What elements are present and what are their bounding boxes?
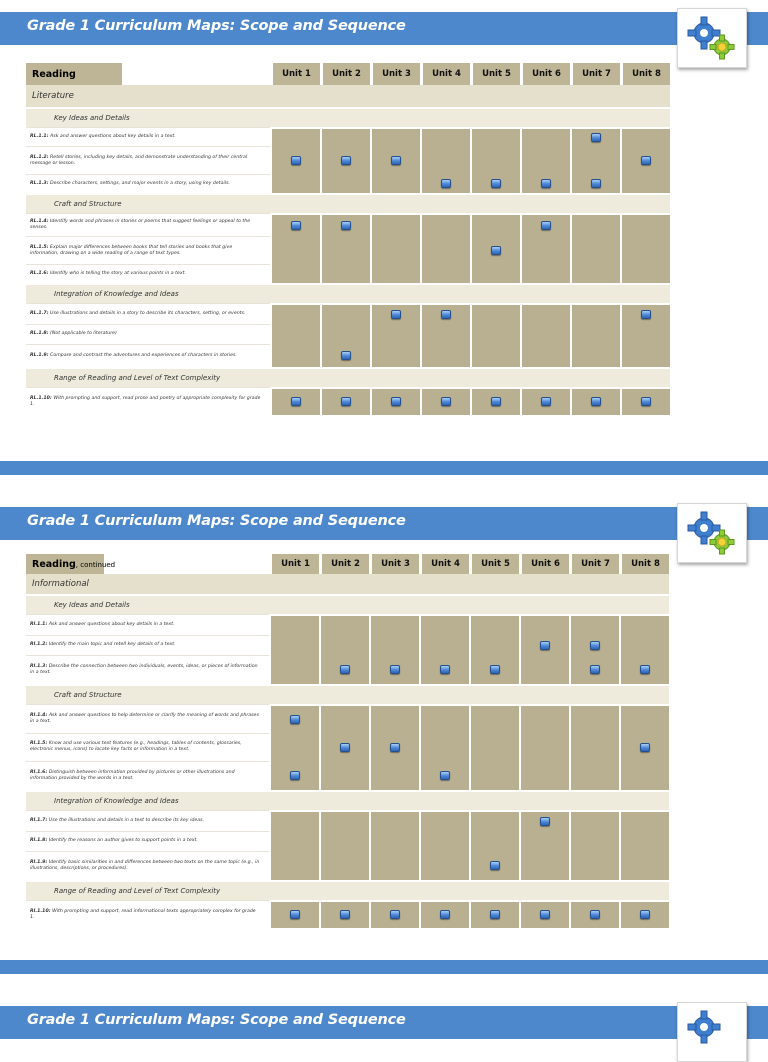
page-divider — [0, 461, 768, 475]
unit-cell — [619, 704, 669, 790]
standard-description: Ask and answer questions about key details in a text. — [47, 621, 175, 627]
unit-cell — [370, 303, 420, 367]
blue-square-marker-icon — [590, 665, 600, 674]
header-spacer — [122, 63, 270, 85]
unit-cell — [320, 387, 370, 415]
logo — [677, 503, 747, 563]
unit-cell — [270, 213, 320, 283]
standard-description: With prompting and support, read informational texts appropriately complex for grade 1. — [30, 908, 256, 920]
table-row — [26, 303, 670, 324]
unit-cell — [469, 810, 519, 880]
standard-code: RI.1.8: — [30, 838, 48, 844]
section-label — [26, 554, 116, 574]
standard-text — [26, 213, 270, 236]
standard-code: RI.1.2: — [30, 642, 48, 648]
unit-cell — [319, 704, 369, 790]
blue-square-marker-icon — [391, 156, 401, 165]
unit-header: Unit 7 — [569, 554, 619, 574]
standard-text — [26, 851, 269, 880]
cluster-heading: Craft and Structure — [26, 684, 669, 704]
standard-description: Compare and contrast the adventures and experiences of characters in stories. — [48, 353, 237, 359]
blue-square-marker-icon — [291, 221, 301, 230]
unit-cell — [420, 213, 470, 283]
unit-cell — [570, 127, 620, 193]
blue-square-marker-icon — [591, 397, 601, 406]
standard-code: RI.1.9: — [30, 860, 48, 866]
cluster-heading: Integration of Knowledge and Ideas — [26, 790, 669, 810]
unit-cell — [319, 614, 369, 684]
standard-text — [26, 831, 269, 852]
cluster-row — [26, 193, 670, 213]
standard-text — [26, 146, 270, 175]
unit-cell — [420, 127, 470, 193]
blue-square-marker-icon — [340, 743, 350, 752]
gears-icon — [684, 1007, 740, 1057]
blue-square-marker-icon — [290, 715, 300, 724]
standard-code: RL.1.7: — [30, 310, 49, 316]
standard-description: Identify basic similarities in and differences between two texts on the same topic (e.g., in illustrations, descriptions, or procedures). — [30, 860, 260, 872]
standard-text — [26, 127, 270, 146]
blue-square-marker-icon — [341, 156, 351, 165]
standard-code: RI.1.10: — [30, 908, 51, 914]
blue-square-marker-icon — [440, 910, 450, 919]
standard-description: Distinguish between information provided by pictures or other illustrations and information provided by the words in a text. — [30, 770, 235, 782]
unit-cell — [620, 387, 670, 415]
blue-square-marker-icon — [391, 397, 401, 406]
unit-cell — [320, 213, 370, 283]
unit-cell — [319, 810, 369, 880]
blue-square-marker-icon — [590, 641, 600, 650]
title-bar — [0, 12, 768, 45]
unit-cell — [270, 303, 320, 367]
page-title: Grade 1 Curriculum Maps: Scope and Sequence — [27, 18, 406, 34]
cluster-row — [26, 790, 669, 810]
page-divider — [0, 960, 768, 974]
section-label-suffix: , continued — [75, 560, 116, 569]
unit-cell — [420, 303, 470, 367]
cluster-heading: Range of Reading and Level of Text Complexity — [26, 367, 670, 387]
unit-header: Unit 5 — [469, 554, 519, 574]
standard-text — [26, 264, 270, 283]
standard-text — [26, 810, 269, 831]
table-row — [26, 213, 670, 236]
standard-code: RL.1.5: — [30, 244, 49, 250]
standard-text — [26, 174, 270, 193]
cluster-heading: Integration of Knowledge and Ideas — [26, 283, 670, 303]
standard-description: Retell stories, including key details, and demonstrate understanding of their central message or lesson. — [30, 154, 248, 166]
blue-square-marker-icon — [341, 221, 351, 230]
header-row — [26, 63, 670, 85]
standard-code: RI.1.1: — [30, 621, 48, 627]
unit-cell — [420, 387, 470, 415]
standard-description: Identify words and phrases in stories or poems that suggest feelings or appeal to the senses. — [30, 218, 251, 230]
unit-cell — [470, 127, 520, 193]
blue-square-marker-icon — [490, 665, 500, 674]
header-spacer — [104, 554, 269, 574]
blue-square-marker-icon — [540, 817, 550, 826]
gears-icon — [684, 13, 740, 63]
title-bar — [0, 507, 768, 540]
cluster-heading: Key Ideas and Details — [26, 594, 669, 614]
blue-square-marker-icon — [391, 310, 401, 319]
strand-label: Informational — [26, 574, 669, 594]
unit-header: Unit 2 — [319, 554, 369, 574]
unit-cell — [269, 614, 319, 684]
unit-header: Unit 7 — [570, 63, 620, 85]
unit-cell — [569, 900, 619, 928]
table-row — [26, 900, 669, 928]
unit-cell — [370, 387, 420, 415]
cluster-row — [26, 684, 669, 704]
unit-cell — [469, 704, 519, 790]
blue-square-marker-icon — [390, 910, 400, 919]
unit-cell — [470, 303, 520, 367]
table-row — [26, 614, 669, 635]
blue-square-marker-icon — [340, 665, 350, 674]
standard-description: Explain major differences between books that tell stories and books that give information, drawing on a wide reading of a range of text types. — [30, 244, 233, 256]
unit-cell — [619, 614, 669, 684]
standard-description: (Not applicable to literature) — [48, 331, 117, 337]
unit-cell — [369, 704, 419, 790]
unit-header: Unit 4 — [419, 554, 469, 574]
unit-cell — [269, 900, 319, 928]
standard-code: RI.1.4: — [30, 712, 48, 718]
table-row — [26, 387, 670, 415]
blue-square-marker-icon — [541, 221, 551, 230]
unit-cell — [569, 704, 619, 790]
unit-header: Unit 1 — [270, 63, 320, 85]
standard-text — [26, 900, 269, 928]
standard-description: Ask and answer questions about key details in a text. — [48, 133, 176, 139]
unit-cell — [269, 810, 319, 880]
logo — [677, 1002, 747, 1062]
blue-square-marker-icon — [540, 641, 550, 650]
blue-square-marker-icon — [590, 910, 600, 919]
unit-cell — [620, 213, 670, 283]
blue-square-marker-icon — [441, 310, 451, 319]
unit-cell — [369, 900, 419, 928]
unit-cell — [620, 303, 670, 367]
unit-cell — [570, 387, 620, 415]
standard-text — [26, 344, 270, 367]
unit-cell — [470, 213, 520, 283]
blue-square-marker-icon — [640, 910, 650, 919]
standard-description: Ask and answer questions to help determine or clarify the meaning of words and phrases in a text. — [30, 712, 259, 724]
standard-description: Use illustrations and details in a story to describe its characters, setting, or events. — [48, 310, 246, 316]
unit-cell — [369, 614, 419, 684]
unit-cell — [519, 900, 569, 928]
unit-header: Unit 6 — [519, 554, 569, 574]
blue-square-marker-icon — [290, 771, 300, 780]
blue-square-marker-icon — [440, 665, 450, 674]
unit-cell — [369, 810, 419, 880]
standard-code: RL.1.8: — [30, 331, 49, 337]
standard-text — [26, 761, 269, 790]
unit-cell — [270, 387, 320, 415]
unit-cell — [320, 303, 370, 367]
blue-square-marker-icon — [390, 665, 400, 674]
unit-cell — [520, 213, 570, 283]
blue-square-marker-icon — [441, 179, 451, 188]
unit-cell — [520, 387, 570, 415]
strand-row — [26, 85, 670, 107]
unit-header: Unit 1 — [269, 554, 319, 574]
blue-square-marker-icon — [491, 179, 501, 188]
blue-square-marker-icon — [340, 910, 350, 919]
unit-cell — [569, 810, 619, 880]
table-row — [26, 810, 669, 831]
blue-square-marker-icon — [541, 397, 551, 406]
unit-cell — [569, 614, 619, 684]
standard-code: RL.1.4: — [30, 218, 49, 224]
blue-square-marker-icon — [541, 179, 551, 188]
unit-cell — [370, 213, 420, 283]
cluster-row — [26, 594, 669, 614]
blue-square-marker-icon — [641, 310, 651, 319]
unit-cell — [319, 900, 369, 928]
standard-code: RL.1.3: — [30, 181, 49, 187]
cluster-row — [26, 367, 670, 387]
standard-text — [26, 655, 269, 684]
unit-cell — [419, 704, 469, 790]
unit-cell — [469, 900, 519, 928]
standard-code: RI.1.5: — [30, 741, 48, 747]
unit-cell — [419, 810, 469, 880]
blue-square-marker-icon — [641, 156, 651, 165]
unit-cell — [469, 614, 519, 684]
unit-cell — [520, 127, 570, 193]
unit-header: Unit 3 — [369, 554, 419, 574]
unit-cell — [570, 303, 620, 367]
blue-square-marker-icon — [491, 246, 501, 255]
unit-cell — [519, 704, 569, 790]
blue-square-marker-icon — [640, 743, 650, 752]
standard-description: Describe characters, settings, and major events in a story, using key details. — [48, 181, 231, 187]
blue-square-marker-icon — [491, 397, 501, 406]
section-label — [26, 63, 122, 85]
cluster-heading: Key Ideas and Details — [26, 107, 670, 127]
cluster-row — [26, 107, 670, 127]
gears-icon — [684, 508, 740, 558]
standard-text — [26, 236, 270, 265]
logo — [677, 8, 747, 68]
blue-square-marker-icon — [290, 910, 300, 919]
standard-code: RI.1.7: — [30, 817, 48, 823]
unit-cell — [519, 810, 569, 880]
table-row — [26, 127, 670, 146]
unit-header: Unit 3 — [370, 63, 420, 85]
page-title: Grade 1 Curriculum Maps: Scope and Sequence — [27, 513, 406, 529]
blue-square-marker-icon — [640, 665, 650, 674]
header-row — [26, 554, 669, 574]
standard-text — [26, 614, 269, 635]
standard-code: RL.1.10: — [30, 395, 52, 401]
standard-description: Identify who is telling the story at various points in a text. — [48, 271, 186, 277]
standard-description: With prompting and support, read prose and poetry of appropriate complexity for grade 1. — [30, 395, 261, 407]
section-label-text: Reading — [32, 68, 76, 80]
unit-header: Unit 6 — [520, 63, 570, 85]
standard-text — [26, 324, 270, 345]
standard-description: Know and use various text features (e.g., headings, tables of contents, glossaries, electronic menus, icons) to locate key facts or information in a text. — [30, 741, 242, 753]
strand-row — [26, 574, 669, 594]
unit-cell — [419, 614, 469, 684]
unit-header: Unit 8 — [619, 554, 669, 574]
blue-square-marker-icon — [440, 771, 450, 780]
standard-text — [26, 303, 270, 324]
standard-description: Identify the main topic and retell key details of a text. — [47, 642, 176, 648]
unit-cell — [470, 387, 520, 415]
blue-square-marker-icon — [490, 861, 500, 870]
blue-square-marker-icon — [490, 910, 500, 919]
unit-cell — [370, 127, 420, 193]
unit-cell — [270, 127, 320, 193]
standard-code: RI.1.3: — [30, 664, 48, 670]
unit-cell — [619, 810, 669, 880]
standard-text — [26, 733, 269, 762]
unit-cell — [619, 900, 669, 928]
blue-square-marker-icon — [641, 397, 651, 406]
cluster-heading: Range of Reading and Level of Text Complexity — [26, 880, 669, 900]
cluster-row — [26, 283, 670, 303]
curriculum-table — [26, 63, 670, 415]
blue-square-marker-icon — [540, 910, 550, 919]
standard-code: RL.1.6: — [30, 271, 49, 277]
standard-code: RL.1.9: — [30, 353, 49, 359]
unit-cell — [269, 704, 319, 790]
strand-label: Literature — [26, 85, 670, 107]
blue-square-marker-icon — [291, 397, 301, 406]
curriculum-table — [26, 554, 669, 928]
page-title: Grade 1 Curriculum Maps: Scope and Sequence — [27, 1012, 406, 1028]
unit-header: Unit 5 — [470, 63, 520, 85]
standard-code: RI.1.6: — [30, 770, 48, 776]
section-label-text: Reading — [32, 558, 76, 570]
standard-description: Identify the reasons an author gives to support points in a text. — [47, 838, 198, 844]
blue-square-marker-icon — [591, 133, 601, 142]
cluster-row — [26, 880, 669, 900]
standard-code: RL.1.2: — [30, 154, 49, 160]
blue-square-marker-icon — [390, 743, 400, 752]
unit-cell — [620, 127, 670, 193]
blue-square-marker-icon — [291, 156, 301, 165]
unit-cell — [570, 213, 620, 283]
unit-header: Unit 8 — [620, 63, 670, 85]
standard-text — [26, 387, 270, 415]
unit-cell — [419, 900, 469, 928]
standard-text — [26, 704, 269, 733]
unit-cell — [320, 127, 370, 193]
blue-square-marker-icon — [441, 397, 451, 406]
standard-description: Use the illustrations and details in a text to describe its key ideas. — [47, 817, 205, 823]
blue-square-marker-icon — [341, 397, 351, 406]
table-row — [26, 704, 669, 733]
blue-square-marker-icon — [341, 351, 351, 360]
standard-text — [26, 635, 269, 656]
blue-square-marker-icon — [591, 179, 601, 188]
standard-code: RL.1.1: — [30, 133, 49, 139]
cluster-heading: Craft and Structure — [26, 193, 670, 213]
title-bar — [0, 1006, 768, 1039]
unit-header: Unit 2 — [320, 63, 370, 85]
standard-description: Describe the connection between two individuals, events, ideas, or pieces of information in a text. — [30, 664, 258, 676]
unit-header: Unit 4 — [420, 63, 470, 85]
unit-cell — [519, 614, 569, 684]
unit-cell — [520, 303, 570, 367]
